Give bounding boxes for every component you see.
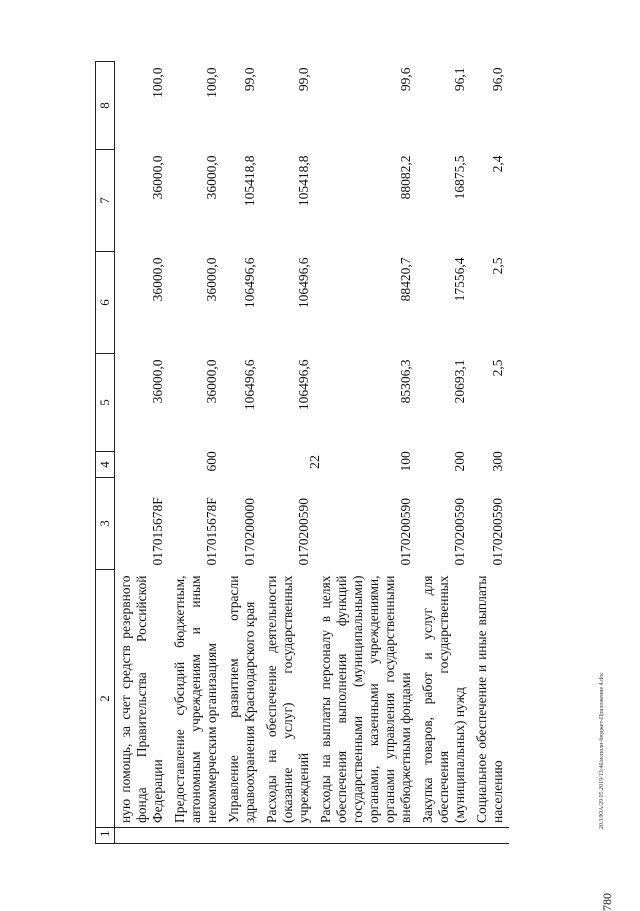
cell-code: 017015678F — [204, 497, 219, 566]
row-marker-cell — [417, 828, 471, 844]
table-row — [115, 62, 170, 844]
cell-vr: 300 — [490, 451, 505, 472]
cell-desc: ную помощь, за счет средств резервного фонда Правительства Российской Федерации — [118, 575, 165, 823]
cell-vr — [223, 452, 261, 478]
row-marker-cell — [223, 828, 261, 844]
table-header-row — [96, 62, 115, 844]
row-marker-cell — [169, 828, 223, 844]
cell-c5: 85306,3 — [398, 359, 413, 404]
cell-c5: 36000,0 — [150, 359, 165, 404]
cell-desc: Социальное обеспечение и иные выплаты населению — [474, 575, 505, 823]
cell-c5: 36000,0 — [204, 359, 219, 404]
cell-code: 0170200590 — [452, 498, 467, 566]
page-number: 22 — [308, 455, 323, 469]
table-row — [471, 62, 509, 844]
column-header-5: 5 — [96, 354, 115, 452]
cell-c7: 88082,2 — [398, 155, 413, 200]
cell-c6: 2,5 — [490, 257, 505, 275]
cell-c6: 106496,6 — [242, 257, 257, 309]
cell-c7: 36000,0 — [150, 155, 165, 200]
file-path-footer: 20.3/ЮА/29 05.2019/13:46/исполн-бюджет-Приложение 4.doc — [599, 672, 605, 829]
table-row — [417, 62, 471, 844]
cell-vr — [115, 452, 170, 478]
cell-code: 017015678F — [150, 497, 165, 566]
cell-c7: 105418,8 — [242, 155, 257, 207]
cell-c5: 106496,6 — [296, 359, 311, 411]
cell-code: 0170200590 — [490, 498, 505, 566]
cell-code: 0170200590 — [296, 498, 311, 566]
cell-c5: 20693,1 — [452, 359, 467, 404]
cell-vr: 100 — [398, 451, 413, 472]
budget-table-rotated — [95, 62, 595, 844]
column-header-7: 7 — [96, 150, 115, 252]
cell-c7: 2,4 — [490, 155, 505, 173]
row-marker-cell — [115, 828, 170, 844]
cell-c6: 36000,0 — [204, 257, 219, 302]
column-header-8: 8 — [96, 62, 115, 150]
cell-vr — [261, 452, 315, 478]
cell-c8: 96,1 — [452, 67, 467, 92]
table-row — [223, 62, 261, 844]
cell-c7: 36000,0 — [204, 155, 219, 200]
cell-c8: 100,0 — [150, 67, 165, 98]
cell-vr: 600 — [204, 451, 219, 472]
cell-c7: 16875,5 — [452, 155, 467, 200]
budget-table — [95, 61, 509, 844]
column-header-2: 2 — [96, 570, 115, 828]
row-marker-cell — [471, 828, 509, 844]
cell-vr: 200 — [452, 451, 467, 472]
cell-code: 0170200000 — [242, 498, 257, 566]
cell-desc: Расходы на обеспечение деятельности (оказание услуг) государственных учреждений — [264, 575, 311, 823]
cell-desc: Закупка товаров, работ и услуг для обеспечения государственных (муниципальных) нужд — [420, 575, 467, 823]
cell-c8: 99,0 — [296, 67, 311, 92]
cell-c5: 2,5 — [490, 359, 505, 377]
row-marker-cell — [261, 828, 315, 844]
table-row — [261, 62, 315, 844]
cell-desc: Управление развитием отрасли здравоохранения Краснодарского края — [226, 575, 257, 823]
cell-c8: 99,6 — [398, 67, 413, 92]
table-row — [315, 62, 417, 844]
column-header-4: 4 — [96, 452, 115, 478]
table-row — [169, 62, 223, 844]
column-header-6: 6 — [96, 252, 115, 354]
cell-c6: 17556,4 — [452, 257, 467, 302]
column-header-1: 1 — [96, 828, 115, 844]
cell-c5: 106496,6 — [242, 359, 257, 411]
cell-desc: Предоставление субсидий бюджетным, автономным учреждениям и иным некоммерческим организациям — [172, 575, 219, 823]
cell-c6: 88420,7 — [398, 257, 413, 302]
cell-code: 0170200590 — [398, 498, 413, 566]
corner-page-mark: 780 — [600, 893, 614, 911]
cell-c6: 106496,6 — [296, 257, 311, 309]
cell-c8: 100,0 — [204, 67, 219, 98]
column-header-3: 3 — [96, 478, 115, 570]
cell-c7: 105418,8 — [296, 155, 311, 207]
row-marker-cell — [315, 828, 417, 844]
cell-desc: Расходы на выплаты персоналу в целях обеспечения выполнения функций государственными (муниципальными) органами, казенными учреждениями, органами управления государственными внебюджетными фондами — [318, 575, 413, 823]
cell-c8: 99,0 — [242, 67, 257, 92]
cell-c6: 36000,0 — [150, 257, 165, 302]
cell-c8: 96,0 — [490, 67, 505, 92]
